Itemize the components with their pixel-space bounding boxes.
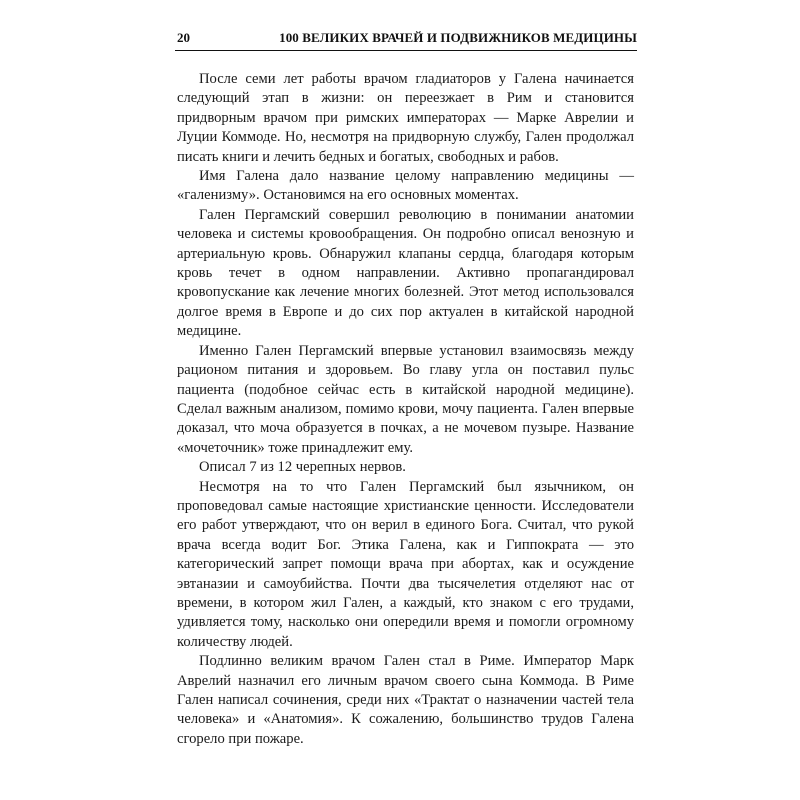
paragraph: Гален Пергамский совершил революцию в понимании анатомии человека и системы кровообращения. Он подробно описал венозную и артериальную кровь. Обнаружил клапаны сердца, благодаря которым кровь течет в одном направлении. Активно пропагандировал кровопускание как лечение многих болезней. Этот метод использовался долгое время в Европе и до сих пор актуален в китайской народной медицине. [177,206,634,340]
paragraph: Описал 7 из 12 черепных нервов. [199,459,406,476]
paragraph: После семи лет работы врачом гладиаторов у Галена начинается следующий этап в жизни: он переезжает в Рим и становится придворным врачом при римских императорах — Марке Аврелии и Луции Коммоде. Но, несмотря на придворную службу, Гален продолжал писать книги и лечить бедных и богатых, свободных и рабов. [177,71,634,165]
paragraph: Несмотря на то что Гален Пергамский был язычником, он проповедовал самые настоящие христианские ценности. Исследователи его работ утверждают, что он верил в единого Бога. Считал, что рукой врача всегда водит Бог. Этика Галена, как и Гиппократа — это категорический запрет помощи врача при абортах, как и осуждение эвтаназии и самоубийства. Почти два тысячелетия отделяют нас от времени, в котором жил Гален, а каждый, кто знаком с его трудами, удивляется тому, насколько они опередили время и помогли огромному количеству людей. [177,478,634,650]
paragraph: Подлинно великим врачом Гален стал в Риме. Император Марк Аврелий назначил его личным врачом своего сына Коммода. В Риме Гален написал сочинения, среди них «Трактат о назначении частей тела человека» и «Анатомия». К сожалению, большинство трудов Галена сгорело при пожаре. [177,653,634,747]
book-title: 100 ВЕЛИКИХ ВРАЧЕЙ И ПОДВИЖНИКОВ МЕДИЦИНЫ [279,30,637,45]
paragraph: Именно Гален Пергамский впервые установил взаимосвязь между рационом питания и здоровьем. Во главу угла он поставил пульс пациента (подобное сейчас есть в китайской народной медицине). Сделал важным анализом, помимо крови, мочу пациента. Гален впервые доказал, что моча образуется в почках, а не мочевом пузыре. Название «мочеточник» тоже принадлежит ему. [177,342,634,456]
page-number: 20 [177,30,190,45]
body-text [177,70,634,749]
running-header [175,28,637,51]
paragraph: Имя Галена дало название целому направлению медицины — «галенизму». Остановимся на его основных моментах. [177,168,634,204]
book-page [167,14,647,786]
